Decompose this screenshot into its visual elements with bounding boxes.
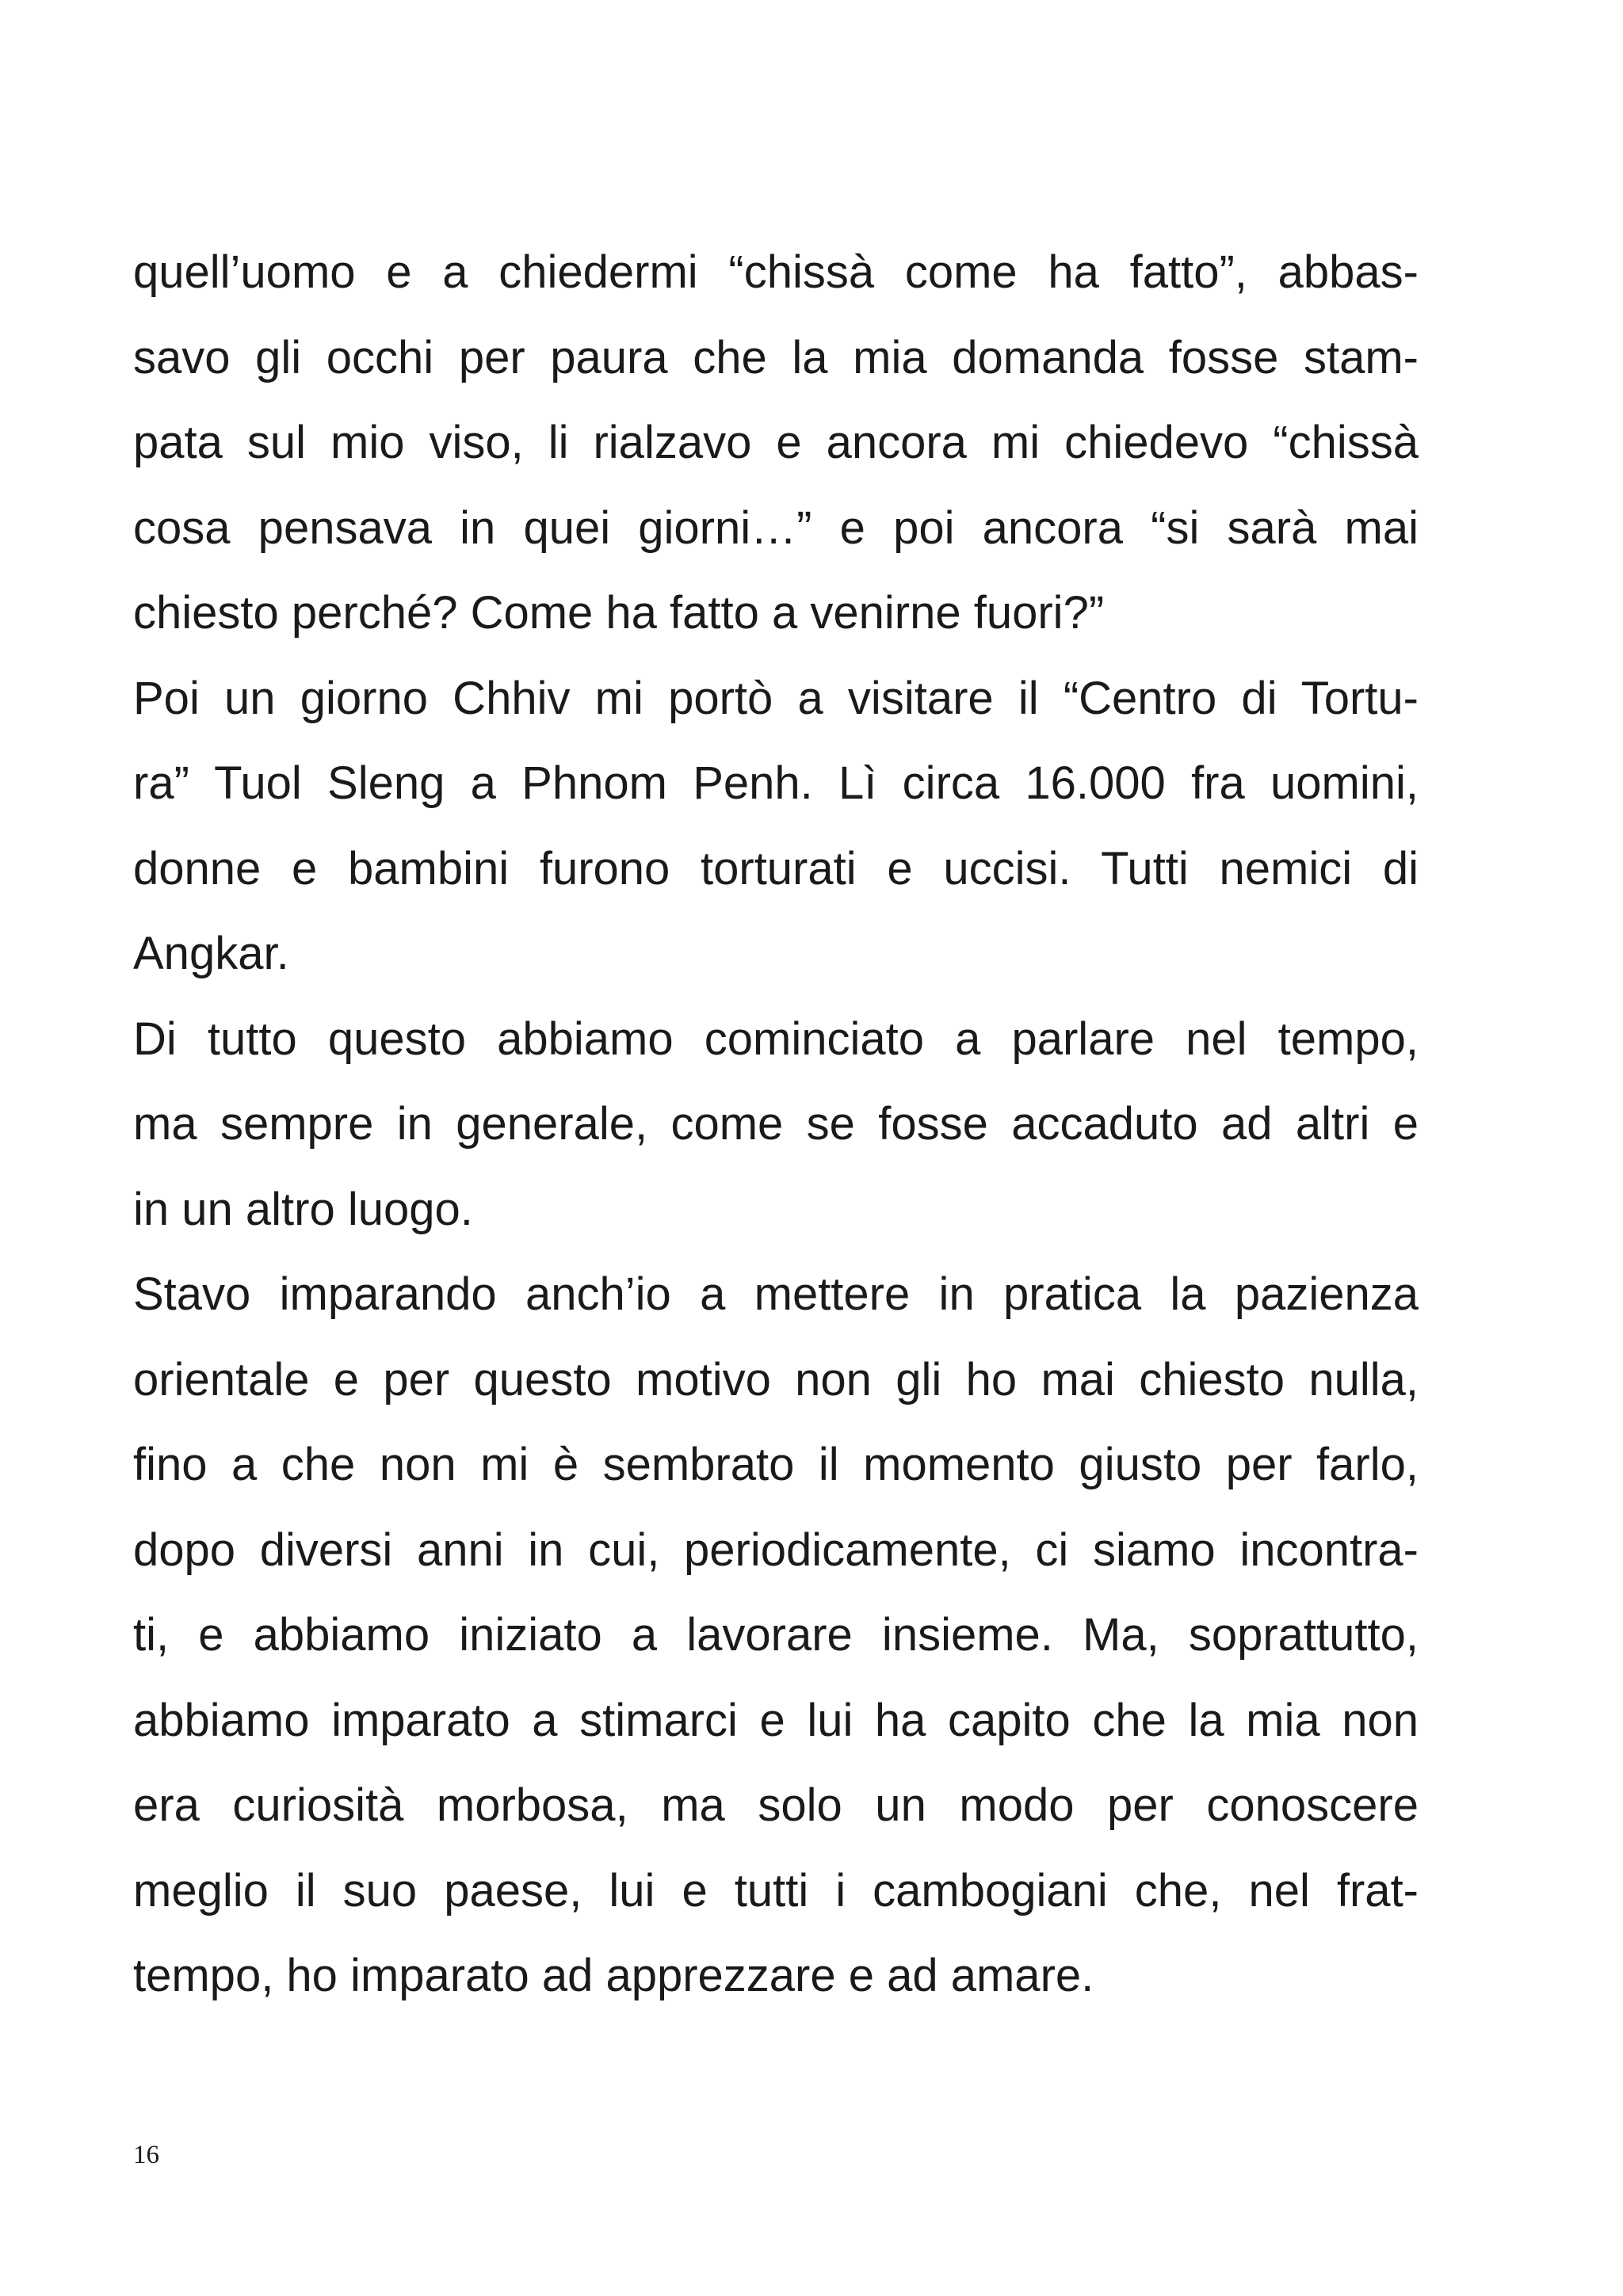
- text-line: savo gli occhi per paura che la mia domanda fosse stam-: [133, 331, 1419, 383]
- text-line: pata sul mio viso, li rialzavo e ancora mi chiedevo “chissà: [133, 417, 1419, 468]
- text-line: cosa pensava in quei giorni…” e poi ancora “si sarà mai: [133, 502, 1419, 554]
- text-line: donne e bambini furono torturati e uccisi. Tutti nemici di: [133, 842, 1419, 894]
- text-line: Stavo imparando anch’io a mettere in pratica la pazienza: [133, 1268, 1419, 1320]
- body-text: [133, 230, 1419, 2019]
- text-line: dopo diversi anni in cui, periodicamente, ci siamo incontra-: [133, 1524, 1419, 1576]
- text-line: meglio il suo paese, lui e tutti i cambogiani che, nel frat-: [133, 1864, 1419, 1917]
- text-line: tempo, ho imparato ad apprezzare e ad amare.: [133, 1950, 1094, 2001]
- text-line: ma sempre in generale, come se fosse accaduto ad altri e: [133, 1098, 1419, 1150]
- text-line: chiesto perché? Come ha fatto a venirne fuori?”: [133, 587, 1105, 639]
- text-line: fino a che non mi è sembrato il momento giusto per farlo,: [133, 1439, 1419, 1490]
- text-line: ra” Tuol Sleng a Phnom Penh. Lì circa 16.000 fra uomini,: [133, 757, 1419, 809]
- text-line: Di tutto questo abbiamo cominciato a parlare nel tempo,: [133, 1013, 1419, 1065]
- text-line: Poi un giorno Chhiv mi portò a visitare il “Centro di Tortu-: [133, 672, 1419, 724]
- text-line: abbiamo imparato a stimarci e lui ha capito che la mia non: [133, 1694, 1419, 1746]
- text-line: ti, e abbiamo iniziato a lavorare insieme. Ma, soprattutto,: [133, 1609, 1419, 1661]
- text-line: quell’uomo e a chiedermi “chissà come ha fatto”, abbas-: [133, 246, 1419, 298]
- page-number: 16: [133, 2141, 159, 2169]
- text-line: orientale e per questo motivo non gli ho mai chiesto nulla,: [133, 1353, 1419, 1405]
- text-line: Angkar.: [133, 928, 289, 979]
- text-line: in un altro luogo.: [133, 1183, 473, 1235]
- text-line: era curiosità morbosa, ma solo un modo per conoscere: [133, 1779, 1419, 1831]
